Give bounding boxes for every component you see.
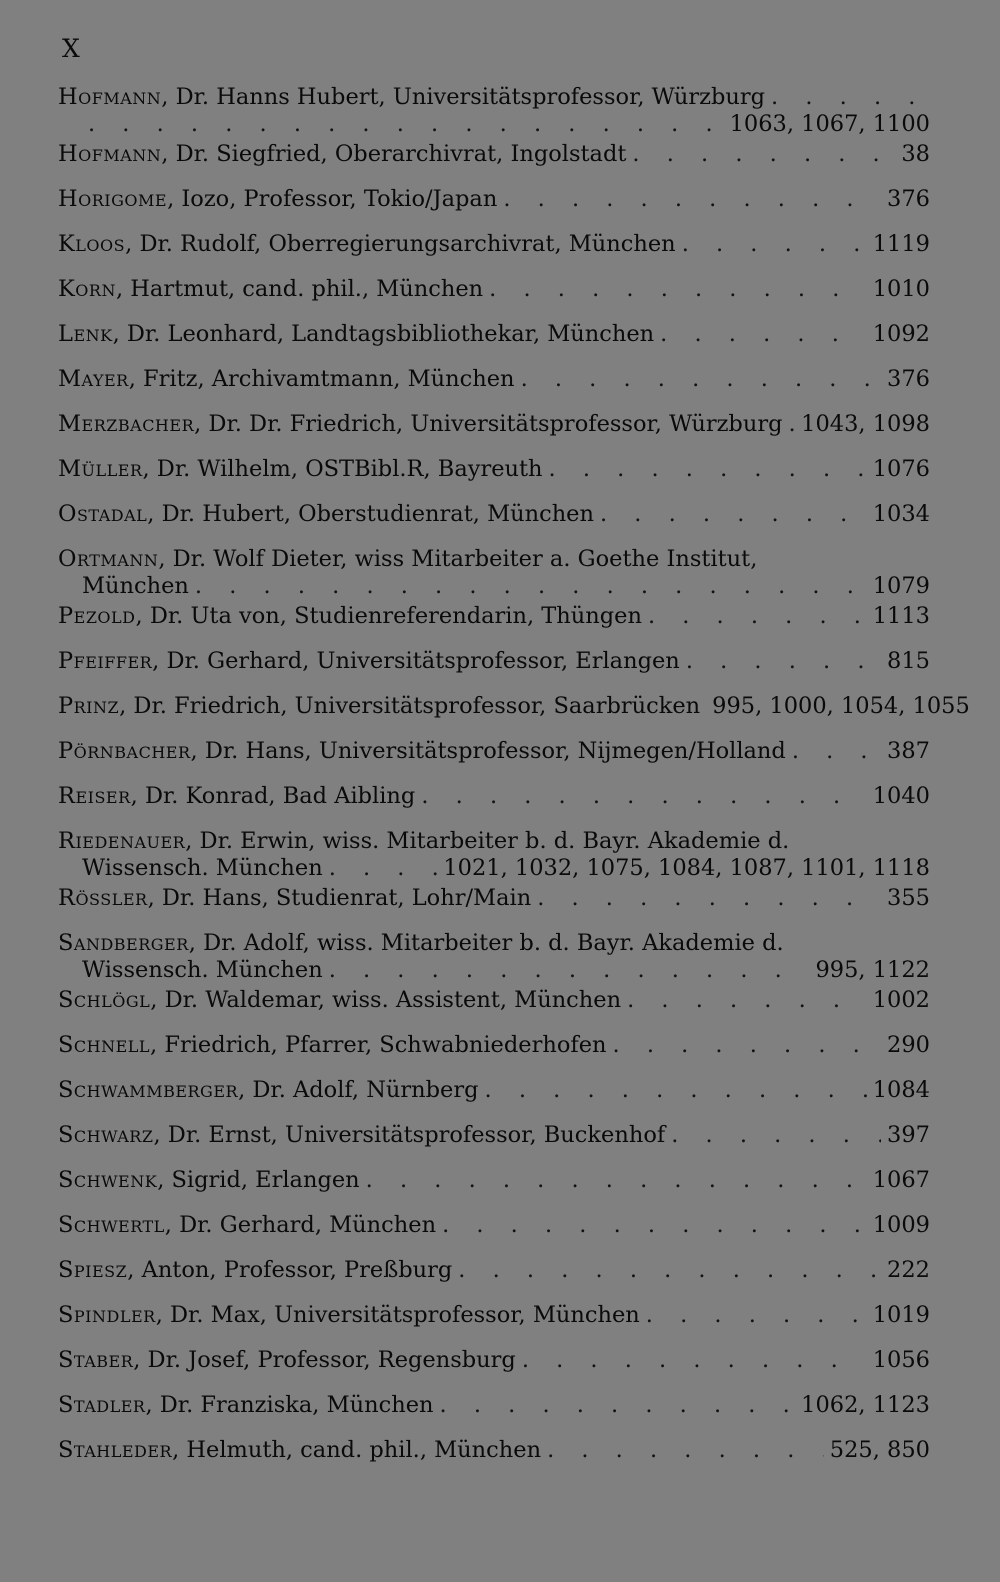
entry-description: , Dr. Konrad, Bad Aibling [130,783,416,809]
entry-page-numbers: 290 [887,1032,930,1058]
dot-leaders [627,987,867,1014]
entry-description: , Dr. Leonhard, Landtagsbibliothekar, München [112,321,655,347]
entry-surname: Spiesz [58,1257,128,1283]
dot-leaders [329,855,438,882]
entry-description: , Sigrid, Erlangen [157,1167,360,1193]
entry-page-numbers: 1010 [872,276,930,302]
entry-surname: Schwarz [58,1122,154,1148]
dot-leaders [549,456,867,483]
dot-leaders [442,1212,867,1239]
entry-surname: Korn [58,276,116,302]
entry-description: , Dr. Franziska, München [145,1392,434,1418]
entry-page-numbers: 1113 [872,603,930,629]
entry-surname: Horigome [58,186,168,212]
entry-surname: Pezold [58,603,136,629]
dot-leaders [648,603,867,630]
entry-continuation: Wissensch. München [82,855,323,881]
index-entry [58,1212,930,1257]
entry-page-numbers: 815 [887,648,930,674]
entry-page-numbers: 397 [887,1122,930,1148]
dot-leaders [632,141,895,168]
entry-description: , Dr. Max, Universitätsprofessor, München [155,1302,640,1328]
entry-surname: Schwammberger [58,1077,239,1103]
index-entry [58,603,930,648]
entry-description: , Dr. Hans, Universitätsprofessor, Nijmegen/Holland [190,738,786,764]
index-entry-line [58,1392,930,1419]
index-entry [58,546,930,603]
index-entry-line [58,1032,930,1059]
dot-leaders [547,1437,824,1464]
index-entry [58,1392,930,1437]
dot-leaders [489,276,867,303]
dot-leaders [440,1392,796,1419]
index-entry-line [58,366,930,393]
entry-page-numbers: 1056 [872,1347,930,1373]
entry-description: , Dr. Uta von, Studienreferendarin, Thüngen [135,603,642,629]
entry-page-numbers: 1043, 1098 [801,411,930,437]
entry-description: , Fritz, Archivamtmann, München [128,366,515,392]
entry-description: , Dr. Ernst, Universitätsprofessor, Buckenhof [153,1122,666,1148]
entry-page-numbers: 387 [887,738,930,764]
dot-leaders [792,738,881,765]
index-entry [58,186,930,231]
entry-surname: Rössler [58,885,148,911]
index-entry [58,1032,930,1077]
dot-leaders [421,783,866,810]
entry-description: , Helmuth, cand. phil., München [172,1437,542,1463]
entry-page-numbers: 376 [887,366,930,392]
index-entry [58,1347,930,1392]
entry-description: , Dr. Adolf, wiss. Mitarbeiter b. d. Bayr. Akademie d. [188,930,784,956]
dot-leaders [522,1347,867,1374]
index-entry [58,456,930,501]
index-entry [58,987,930,1032]
index-entry-line [58,693,970,720]
entry-page-numbers: 995, 1122 [815,957,930,983]
index-entry-continuation-line [58,855,930,882]
dot-leaders [537,885,881,912]
index-entry [58,1167,930,1212]
entry-continuation: Wissensch. München [82,957,323,983]
entry-description: , Dr. Hans, Studienrat, Lohr/Main [147,885,532,911]
entry-page-numbers: 222 [887,1257,930,1283]
entry-page-numbers: 355 [887,885,930,911]
dot-leaders [788,411,795,438]
entry-continuation: München [82,573,189,599]
entry-description: , Dr. Waldemar, wiss. Assistent, München [150,987,622,1013]
index-entry [58,366,930,411]
index-entry [58,885,930,930]
index-entry-line [58,84,930,111]
index-entry-line [58,411,930,438]
index-entry [58,141,930,186]
index-entry [58,1302,930,1347]
index-entry [58,1077,930,1122]
index-entry-line [58,648,930,675]
entry-description: , Dr. Hubert, Oberstudienrat, München [147,501,594,527]
dot-leaders [458,1257,881,1284]
page-number: X [62,34,80,63]
entry-page-numbers: 38 [901,141,930,167]
index-entry-continuation-line [58,957,930,984]
index-entry-line [58,1212,930,1239]
entry-page-numbers: 1019 [872,1302,930,1328]
index-entry [58,828,930,885]
index-entry-line [58,1122,930,1149]
index-entry [58,1257,930,1302]
index-entry [58,276,930,321]
entry-description: , Iozo, Professor, Tokio/Japan [167,186,498,212]
entry-surname: Pfeiffer [58,648,153,674]
entry-page-numbers: 1034 [872,501,930,527]
index-entry-line [58,231,930,258]
dot-leaders [329,957,810,984]
entry-page-numbers: 1002 [872,987,930,1013]
entry-surname: Sandberger [58,930,189,956]
entry-surname: Stadler [58,1392,146,1418]
entry-surname: Spindler [58,1302,156,1328]
entry-surname: Ostadal [58,501,148,527]
dot-leaders [771,84,924,111]
index-entry-line [58,738,930,765]
entry-page-numbers: 1040 [872,783,930,809]
index-entry [58,411,930,456]
entry-surname: Schlögl [58,987,151,1013]
dot-leaders [660,321,867,348]
entry-description: , Anton, Professor, Preßburg [127,1257,453,1283]
index-entry [58,738,930,783]
dot-leaders [600,501,867,528]
entry-description: , Dr. Siegfried, Oberarchivrat, Ingolstadt [161,141,627,167]
entry-surname: Schwenk [58,1167,158,1193]
entry-page-numbers: 995, 1000, 1054, 1055 [712,693,970,719]
entry-page-numbers: 1067 [872,1167,930,1193]
entry-surname: Müller [58,456,143,482]
entry-page-numbers: 1079 [872,573,930,599]
entry-surname: Pörnbacher [58,738,191,764]
index-entry-line [58,276,930,303]
entry-surname: Reiser [58,783,131,809]
entry-surname: Staber [58,1347,134,1373]
entry-description: , Dr. Gerhard, München [164,1212,437,1238]
entry-description: , Dr. Adolf, Nürnberg [238,1077,479,1103]
entry-page-numbers: 1084 [872,1077,930,1103]
index-entry-line [58,783,930,810]
index-entry-line [58,186,930,213]
index-entry [58,930,930,987]
index-entry-line [58,1257,930,1284]
index-entry [58,231,930,276]
entry-surname: Stahleder [58,1437,173,1463]
entry-page-numbers: 1119 [872,231,930,257]
dot-leaders [613,1032,882,1059]
entry-page-numbers: 1092 [872,321,930,347]
entry-surname: Mayer [58,366,129,392]
entry-description: , Dr. Wolf Dieter, wiss Mitarbeiter a. Goethe Institut, [158,546,758,572]
entry-surname: Hofmann [58,141,162,167]
dot-leaders [485,1077,867,1104]
entry-surname: Schnell [58,1032,151,1058]
index-entry-line [58,885,930,912]
entry-page-numbers: 1009 [872,1212,930,1238]
dot-leaders [503,186,881,213]
dot-leaders [671,1122,881,1149]
entry-description: , Dr. Friedrich, Universitätsprofessor, Saarbrücken [119,693,701,719]
index-entry [58,321,930,366]
index-entry-line [58,1302,930,1329]
index-entry [58,648,930,693]
entry-surname: Riedenauer [58,828,186,854]
index-entry-line [58,1347,930,1374]
entry-surname: Schwertl [58,1212,165,1238]
contributor-index-list [58,84,970,1482]
index-entry-line [58,930,930,957]
dot-leaders [195,573,867,600]
entry-surname: Prinz [58,693,120,719]
index-entry-line [58,987,930,1014]
dot-leaders [682,231,867,258]
entry-description: , Dr. Josef, Professor, Regensburg [133,1347,516,1373]
index-entry-line [58,501,930,528]
index-entry-line [58,141,930,168]
index-entry-line [58,828,930,855]
entry-surname: Merzbacher [58,411,195,437]
index-entry [58,693,970,738]
entry-surname: Hofmann [58,84,162,110]
index-entry-line [58,1167,930,1194]
index-entry-continuation-line [58,573,930,600]
entry-page-numbers: 1063, 1067, 1100 [729,111,930,137]
index-entry-line [58,1077,930,1104]
index-entry-continuation-line [58,111,930,138]
entry-page-numbers: 525, 850 [829,1437,930,1463]
entry-page-numbers: 1076 [872,456,930,482]
entry-description: , Dr. Gerhard, Universitätsprofessor, Erlangen [152,648,680,674]
index-entry-line [58,1437,930,1464]
entry-description: , Dr. Rudolf, Oberregierungsarchivrat, München [125,231,676,257]
index-entry [58,84,930,141]
entry-description: , Dr. Wilhelm, OSTBibl.R, Bayreuth [142,456,543,482]
entry-description: , Friedrich, Pfarrer, Schwabniederhofen [150,1032,607,1058]
entry-page-numbers: 1021, 1032, 1075, 1084, 1087, 1101, 1118 [443,855,930,881]
index-entry-line [58,603,930,630]
entry-surname: Lenk [58,321,113,347]
index-entry-line [58,546,930,573]
dot-leaders [521,366,881,393]
index-entry [58,783,930,828]
entry-description: , Dr. Hanns Hubert, Universitätsprofessor, Würzburg [161,84,766,110]
dot-leaders [646,1302,867,1329]
entry-surname: Kloos [58,231,126,257]
entry-surname: Ortmann [58,546,159,572]
index-entry-line [58,321,930,348]
index-entry [58,501,930,546]
entry-description: , Hartmut, cand. phil., München [115,276,484,302]
entry-description: , Dr. Dr. Friedrich, Universitätsprofessor, Würzburg [194,411,783,437]
index-entry [58,1122,930,1167]
dot-leaders [366,1167,867,1194]
dot-leaders [88,111,724,138]
entry-description: , Dr. Erwin, wiss. Mitarbeiter b. d. Bayr. Akademie d. [185,828,790,854]
index-entry-line [58,456,930,483]
dot-leaders [686,648,881,675]
index-entry [58,1437,930,1482]
entry-page-numbers: 1062, 1123 [801,1392,930,1418]
entry-page-numbers: 376 [887,186,930,212]
